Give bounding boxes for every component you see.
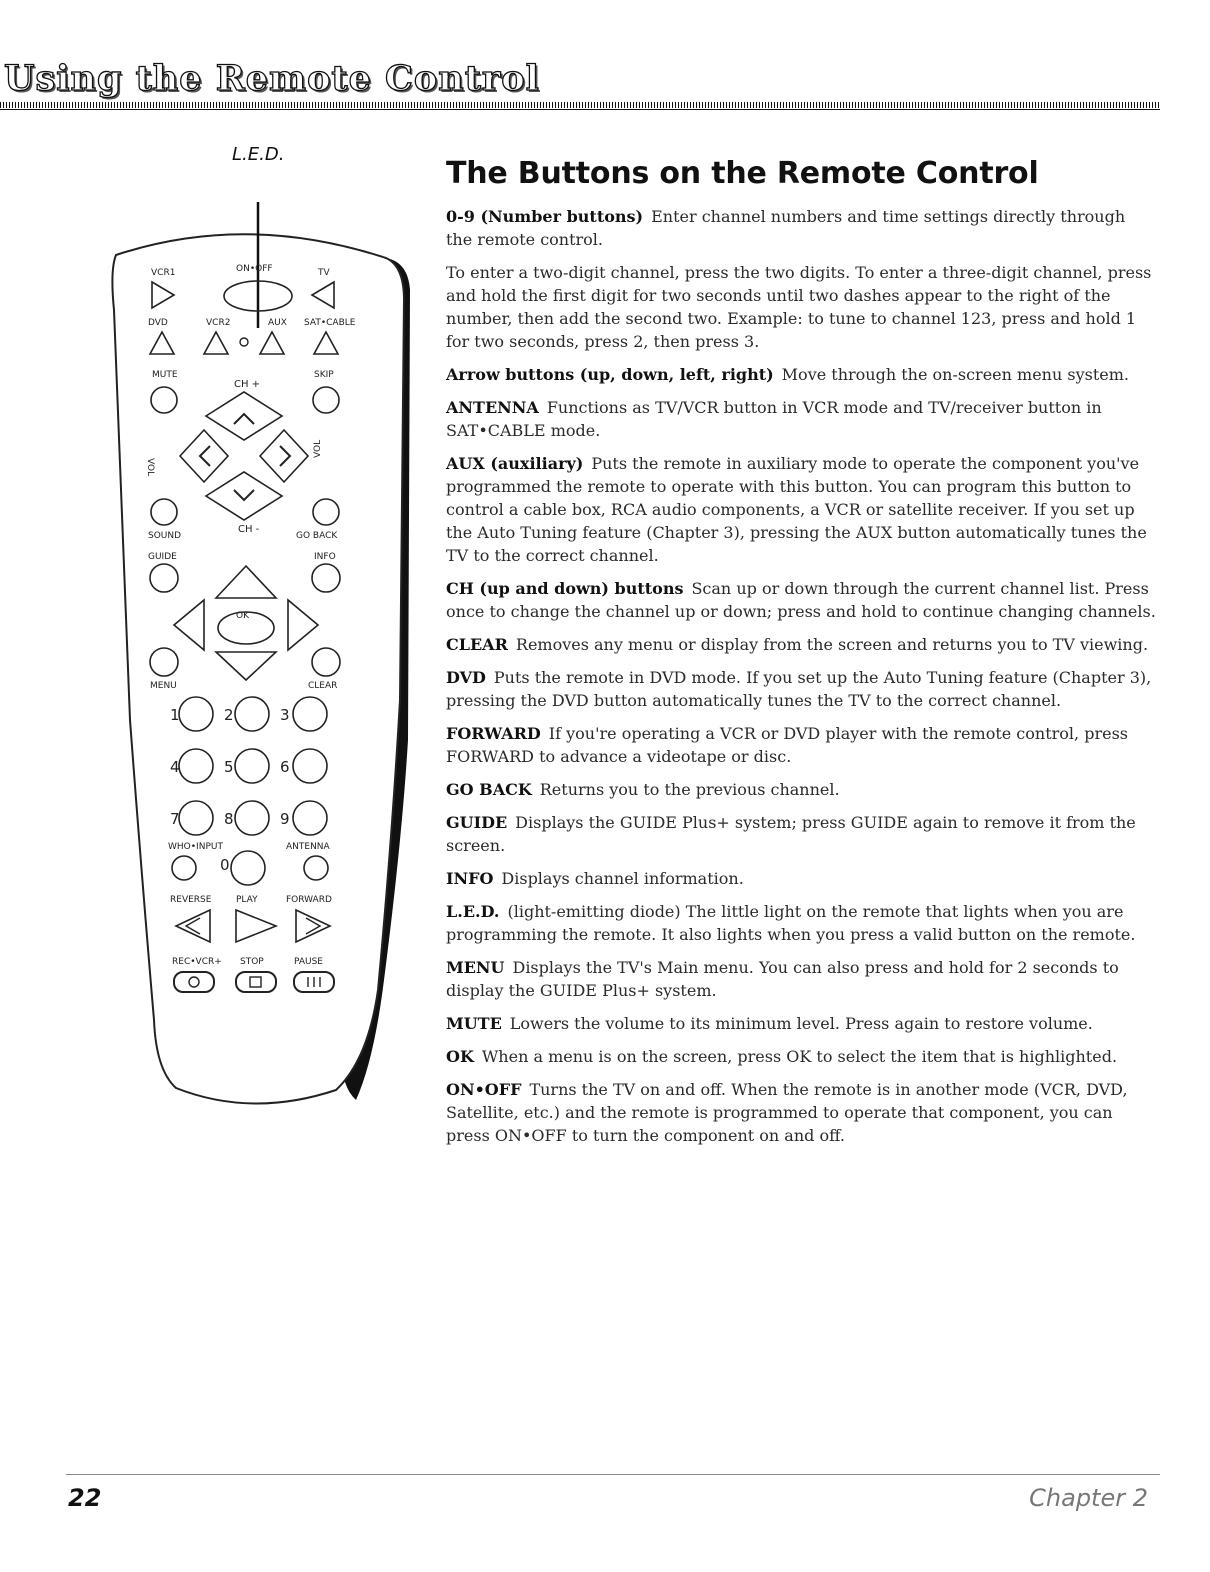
button-description: [446, 778, 1156, 801]
button-description: [446, 452, 1156, 567]
button-description: [446, 900, 1156, 946]
button-term: L.E.D.: [446, 902, 500, 921]
label-n9: 9: [280, 810, 290, 828]
label-ch-up: CH +: [234, 379, 261, 390]
button-description-text: Move through the on-screen menu system.: [781, 365, 1129, 384]
label-n2: 2: [224, 706, 234, 724]
label-dvd: DVD: [148, 318, 168, 328]
button-description-text: Lowers the volume to its minimum level. Press again to restore volume.: [509, 1014, 1093, 1033]
button-description-text: Displays channel information.: [501, 869, 744, 888]
label-n3: 3: [280, 706, 290, 724]
label-go-back: GO BACK: [296, 531, 338, 541]
button-term: CLEAR: [446, 635, 508, 654]
button-description-text: To enter a two-digit channel, press the two digits. To enter a three-digit channel, press and hold the first digit for two seconds until two dashes appear to the right of the number, then add the second two. Example: to tune to channel 123, press and hold 1 for two seconds, press 2, then press 3.: [446, 263, 1152, 351]
button-description-text: Enter channel numbers and time settings directly through the remote control.: [446, 207, 1126, 249]
button-description: [446, 1078, 1156, 1147]
label-ok: OK: [236, 611, 249, 621]
label-play: PLAY: [236, 895, 258, 905]
button-description-text: Removes any menu or display from the screen and returns you to TV viewing.: [515, 635, 1149, 654]
button-description-text: If you're operating a VCR or DVD player with the remote control, press FORWARD to advance a videotape or disc.: [446, 724, 1128, 766]
button-term: INFO: [446, 869, 494, 888]
remote-illustration: [86, 140, 426, 1180]
button-description-text: Returns you to the previous channel.: [539, 780, 840, 799]
button-term: MUTE: [446, 1014, 502, 1033]
button-description-text: Turns the TV on and off. When the remote is in another mode (VCR, DVD, Satellite, etc.) and the remote is programmed to operate that component, you can press ON•OFF to turn the component on and off.: [446, 1080, 1128, 1145]
label-forward: FORWARD: [286, 895, 332, 905]
page-number: 22: [68, 1484, 102, 1512]
button-description-text: Displays the TV's Main menu. You can also press and hold for 2 seconds to display the GUIDE Plus+ system.: [446, 958, 1119, 1000]
button-term: ANTENNA: [446, 398, 539, 417]
label-skip: SKIP: [314, 370, 334, 380]
label-info: INFO: [314, 552, 336, 562]
button-description: [446, 666, 1156, 712]
button-description: [446, 633, 1156, 656]
chapter-label: Chapter 2: [1029, 1484, 1148, 1512]
button-term: CH (up and down) buttons: [446, 579, 684, 598]
button-description: [446, 1045, 1156, 1068]
label-n5: 5: [224, 758, 234, 776]
label-menu: MENU: [150, 681, 177, 691]
button-term: GUIDE: [446, 813, 508, 832]
button-description-text: Puts the remote in DVD mode. If you set up the Auto Tuning feature (Chapter 3), pressing the DVD button automatically tunes the TV to the correct channel.: [446, 668, 1152, 710]
button-description: [446, 261, 1156, 353]
buttons-section: [446, 156, 1156, 1157]
button-term: GO BACK: [446, 780, 532, 799]
button-term: FORWARD: [446, 724, 541, 743]
button-term: MENU: [446, 958, 505, 977]
label-n7: 7: [170, 810, 180, 828]
button-description-text: Functions as TV/VCR button in VCR mode and TV/receiver button in SAT•CABLE mode.: [446, 398, 1102, 440]
label-mute: MUTE: [152, 370, 178, 380]
button-description-text: Puts the remote in auxiliary mode to operate the component you've programmed the remote to operate with this button. You can program this button to control a cable box, RCA audio components, a VCR or satellite receiver. If you set up the Auto Tuning feature (Chapter 3), pressing the AUX button automatically tunes the TV to the correct channel.: [446, 454, 1147, 565]
page-banner: [0, 52, 1160, 114]
label-vol-right: VOL: [313, 439, 323, 458]
label-pause: PAUSE: [294, 957, 323, 967]
button-term: DVD: [446, 668, 486, 687]
button-description: [446, 577, 1156, 623]
footer-rule: [66, 1474, 1160, 1475]
label-n1: 1: [170, 706, 180, 724]
label-rec: REC•VCR+: [172, 957, 222, 967]
led-label: L.E.D.: [232, 144, 285, 165]
label-ch-down: CH -: [238, 524, 260, 535]
label-n0: 0: [220, 856, 230, 874]
button-description-text: (light-emitting diode) The little light on the remote that lights when you are programming the remote. It also lights when you press a valid button on the remote.: [446, 902, 1136, 944]
button-description: [446, 363, 1156, 386]
label-sat-cable: SAT•CABLE: [304, 318, 356, 328]
label-tv: TV: [318, 268, 330, 278]
button-term: 0-9 (Number buttons): [446, 207, 644, 226]
label-guide: GUIDE: [148, 552, 177, 562]
label-sound: SOUND: [148, 531, 182, 541]
label-antenna: ANTENNA: [286, 842, 330, 852]
button-description: [446, 205, 1156, 251]
button-description: [446, 722, 1156, 768]
button-description-text: Scan up or down through the current channel list. Press once to change the channel up or down; press and hold to continue changing channels.: [446, 579, 1156, 621]
label-who-input: WHO•INPUT: [168, 842, 223, 852]
button-term: Arrow buttons (up, down, left, right): [446, 365, 774, 384]
button-term: OK: [446, 1047, 474, 1066]
button-term: AUX (auxiliary): [446, 454, 584, 473]
section-heading: The Buttons on the Remote Control: [446, 156, 1039, 191]
button-description-text: Displays the GUIDE Plus+ system; press GUIDE again to remove it from the screen.: [446, 813, 1136, 855]
banner-rule-line: [0, 109, 1160, 110]
button-term: ON•OFF: [446, 1080, 522, 1099]
label-on-off: ON•OFF: [236, 264, 273, 274]
button-description-list: [446, 205, 1156, 1147]
button-description: [446, 956, 1156, 1002]
label-n4: 4: [170, 758, 180, 776]
banner-title: Using the Remote Control: [4, 58, 540, 99]
button-description: [446, 811, 1156, 857]
label-aux: AUX: [268, 318, 287, 328]
label-clear: CLEAR: [308, 681, 338, 691]
label-n6: 6: [280, 758, 290, 776]
button-description: [446, 396, 1156, 442]
label-vcr1: VCR1: [151, 268, 176, 278]
banner-rule: [0, 102, 1160, 108]
button-description: [446, 867, 1156, 890]
label-vcr2: VCR2: [206, 318, 231, 328]
label-stop: STOP: [240, 957, 264, 967]
button-description-text: When a menu is on the screen, press OK to select the item that is highlighted.: [481, 1047, 1118, 1066]
label-reverse: REVERSE: [170, 895, 212, 905]
button-description: [446, 1012, 1156, 1035]
label-n8: 8: [224, 810, 234, 828]
label-vol-left: VOL: [145, 458, 155, 477]
